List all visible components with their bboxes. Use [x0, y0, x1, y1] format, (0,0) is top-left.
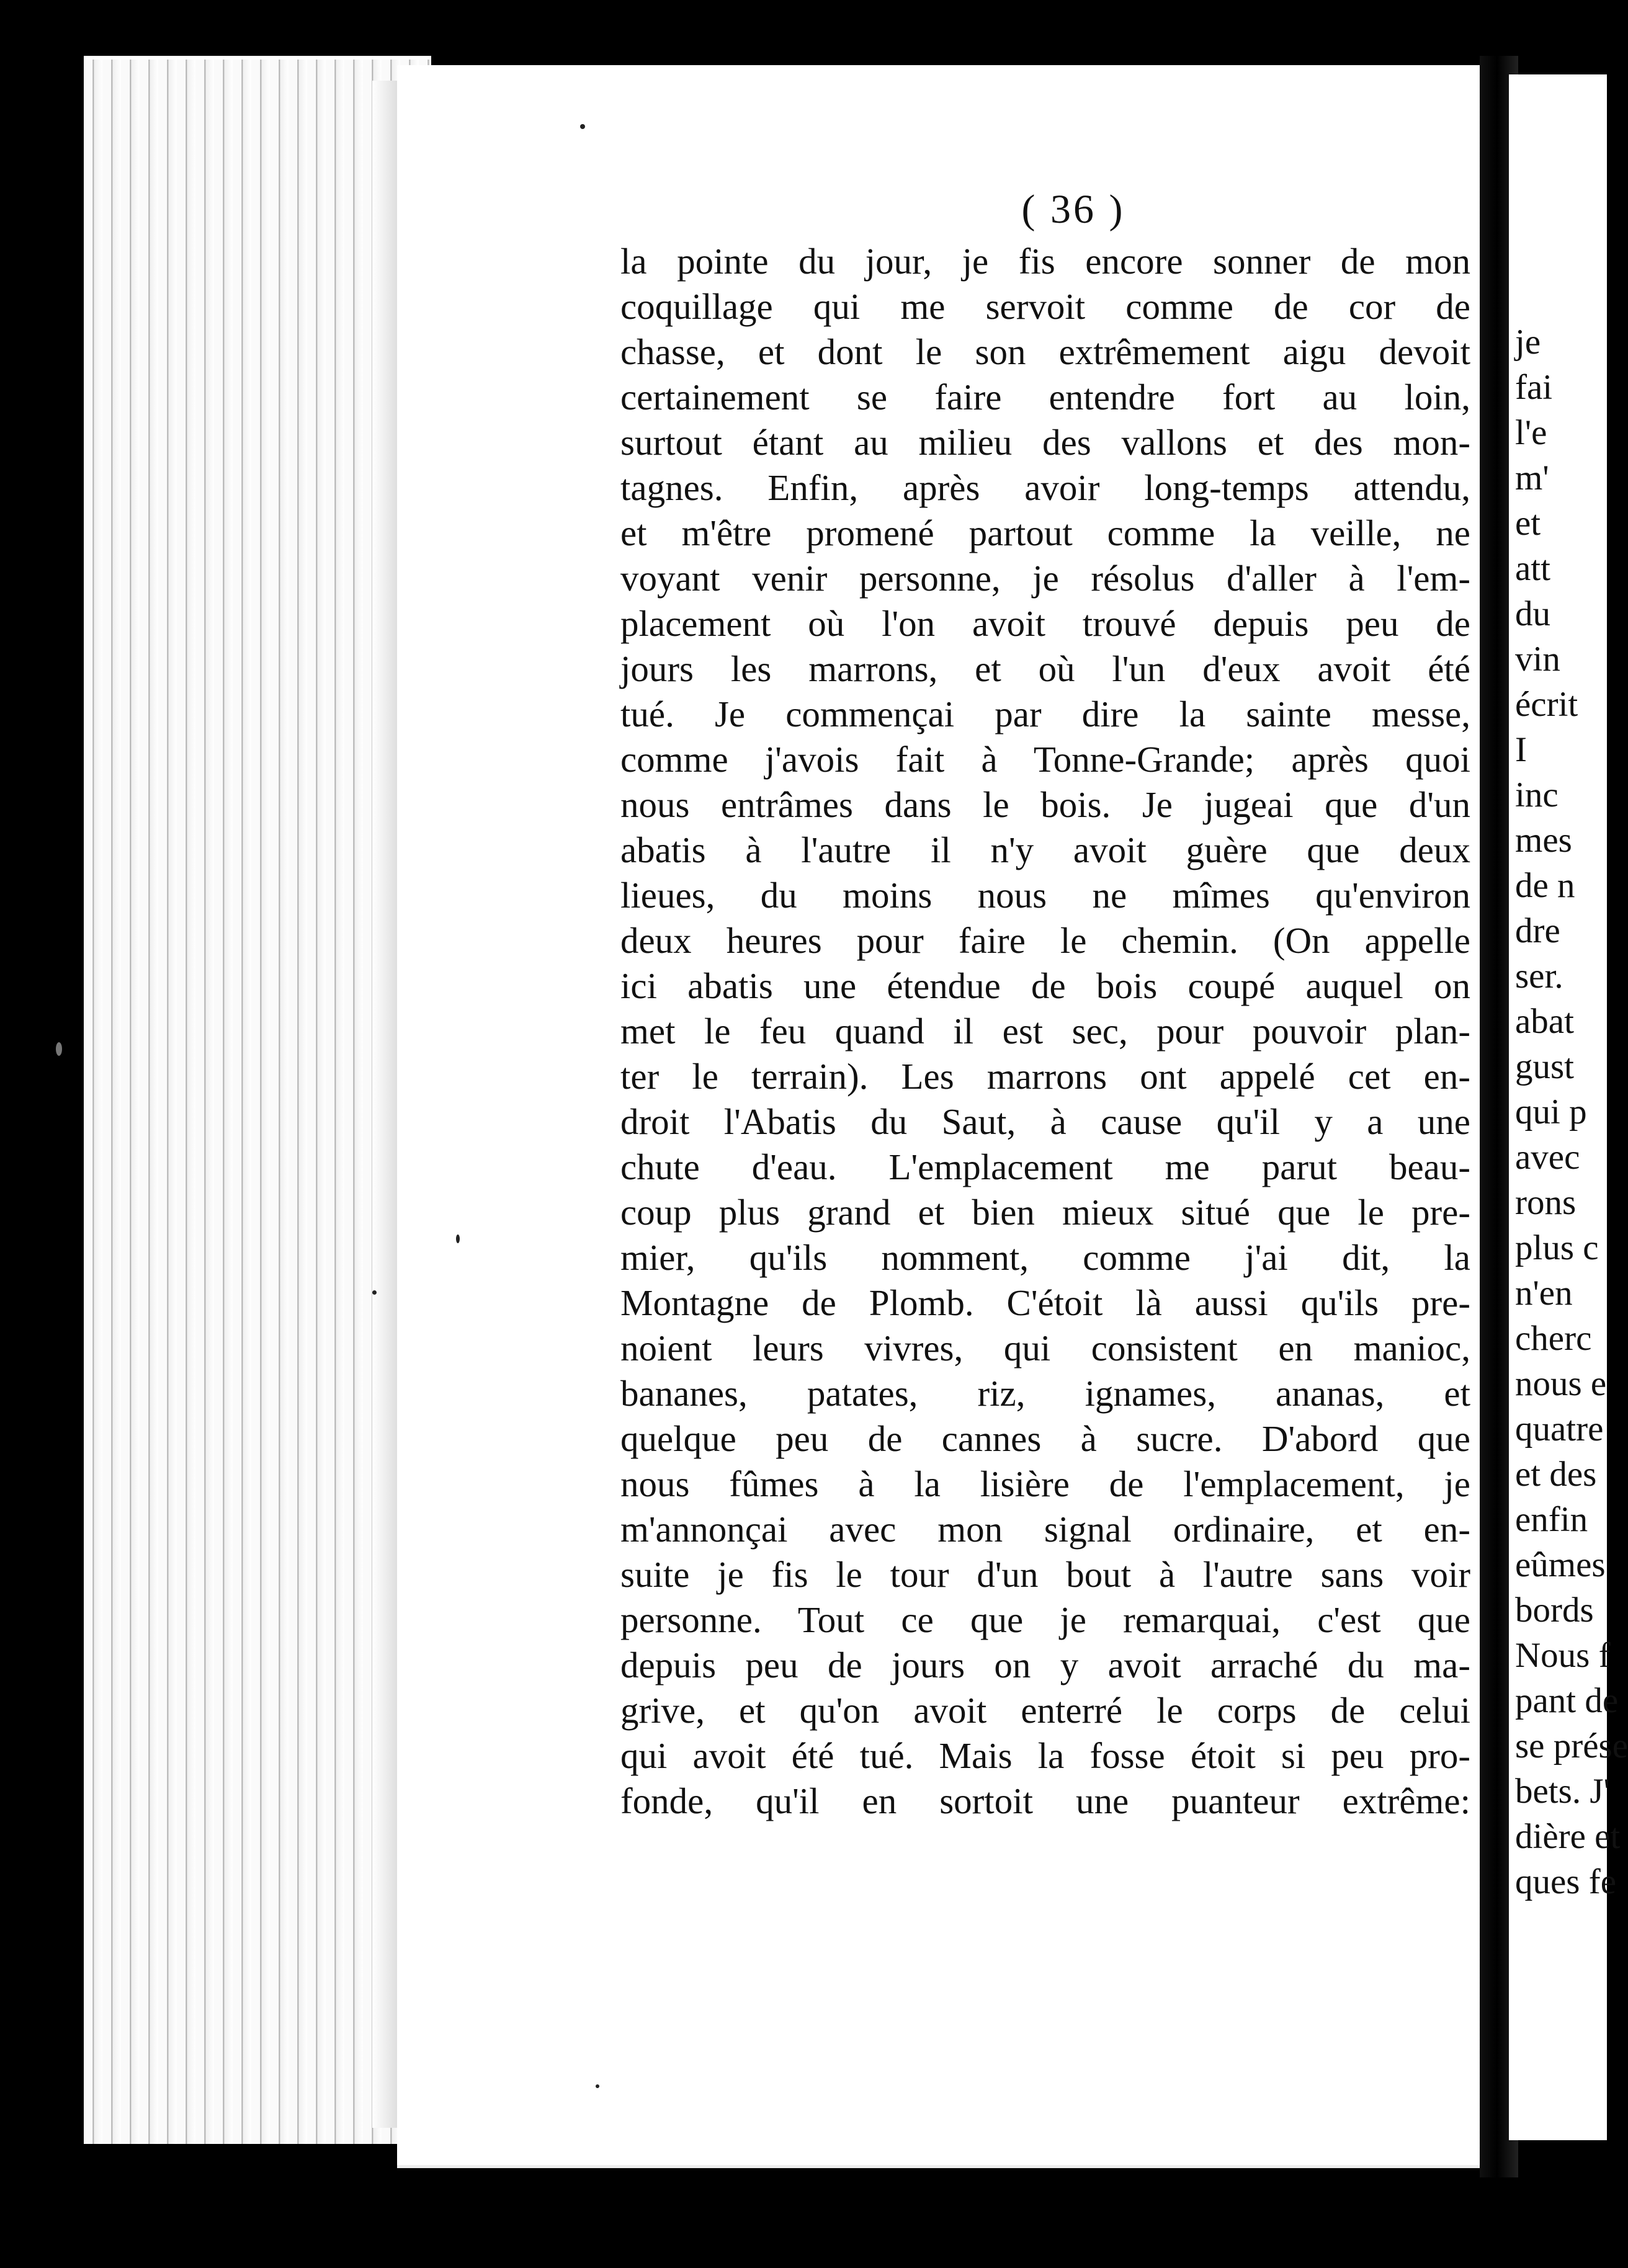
facing-text-line: I — [1515, 730, 1527, 769]
facing-text-line: n'en — [1515, 1274, 1573, 1313]
text-line: coquillage qui me servoit comme de cor de — [620, 286, 1470, 327]
facing-text-line: bords — [1515, 1591, 1594, 1630]
text-line: placement où l'on avoit trouvé depuis peu de — [620, 603, 1470, 644]
facing-text-line: et — [1515, 504, 1541, 543]
text-line: coup plus grand et bien mieux situé que le pre- — [620, 1192, 1470, 1233]
page-body-text — [620, 239, 1470, 1824]
facing-text-line: ser. — [1515, 957, 1563, 996]
facing-text-line: se prése — [1515, 1726, 1628, 1766]
text-line: surtout étant au milieu des vallons et des mon- — [620, 422, 1470, 463]
ink-speck — [580, 124, 585, 129]
text-line: personne. Tout ce que je remarquai, c'est que — [620, 1599, 1470, 1640]
text-line: chasse, et dont le son extrêmement aigu devoit — [620, 331, 1470, 372]
text-line: met le feu quand il est sec, pour pouvoir plan- — [620, 1011, 1470, 1051]
facing-text-line: fai — [1515, 368, 1553, 407]
text-line: quelque peu de cannes à sucre. D'abord que — [620, 1418, 1470, 1459]
text-line: chute d'eau. L'emplacement me parut beau- — [620, 1146, 1470, 1187]
text-line: noient leurs vivres, qui consistent en manioc, — [620, 1328, 1470, 1368]
text-line: suite je fis le tour d'un bout à l'autre sans voir — [620, 1554, 1470, 1595]
facing-text-line: plus c — [1515, 1228, 1599, 1267]
facing-text-line: abat — [1515, 1002, 1574, 1041]
facing-text-line: je — [1515, 323, 1541, 362]
text-line: mier, qu'ils nomment, comme j'ai dit, la — [620, 1237, 1470, 1278]
text-line: nous entrâmes dans le bois. Je jugeai que d'un — [620, 784, 1470, 825]
facing-text-line: dière et — [1515, 1817, 1621, 1856]
facing-text-line: dre — [1515, 911, 1560, 950]
text-line: Montagne de Plomb. C'étoit là aussi qu'ils pre- — [620, 1282, 1470, 1323]
facing-text-line: nous e — [1515, 1364, 1607, 1403]
facing-text-line: écrit — [1515, 685, 1578, 724]
text-line: voyant venir personne, je résolus d'aller à l'em- — [620, 558, 1470, 599]
ink-speck — [596, 2084, 599, 2088]
text-line: m'annonçai avec mon signal ordinaire, et en- — [620, 1509, 1470, 1550]
text-line: qui avoit été tué. Mais la fosse étoit si peu pro- — [620, 1735, 1470, 1776]
text-line: tué. Je commençai par dire la sainte messe, — [620, 694, 1470, 734]
text-line: deux heures pour faire le chemin. (On appelle — [620, 920, 1470, 961]
facing-text-line: vin — [1515, 640, 1560, 679]
facing-text-line: l'e — [1515, 413, 1547, 452]
facing-text-line: gust — [1515, 1047, 1575, 1086]
facing-text-line: rons — [1515, 1183, 1577, 1222]
text-line: depuis peu de jours on y avoit arraché du ma- — [620, 1645, 1470, 1685]
facing-text-line: m' — [1515, 458, 1549, 498]
facing-page — [1509, 74, 1628, 2140]
facing-text-line: avec — [1515, 1138, 1580, 1177]
text-line: fonde, qu'il en sortoit une puanteur extrême: — [620, 1780, 1470, 1821]
ink-speck — [372, 1290, 377, 1295]
text-line: lieues, du moins nous ne mîmes qu'environ — [620, 875, 1470, 916]
text-line: tagnes. Enfin, après avoir long-temps attendu, — [620, 467, 1470, 508]
text-line: bananes, patates, riz, ignames, ananas, et — [620, 1373, 1470, 1414]
facing-text-line: Nous f — [1515, 1636, 1611, 1675]
text-line: la pointe du jour, je fis encore sonner de mon — [620, 241, 1470, 282]
text-line: abatis à l'autre il n'y avoit guère que deux — [620, 829, 1470, 870]
facing-text-line: enfin — [1515, 1500, 1588, 1539]
text-line: grive, et qu'on avoit enterré le corps de celui — [620, 1690, 1470, 1731]
facing-page-text — [1515, 319, 1628, 1904]
facing-text-line: et des — [1515, 1455, 1597, 1494]
facing-text-line: att — [1515, 549, 1550, 588]
text-line: droit l'Abatis du Saut, à cause qu'il y a une — [620, 1101, 1470, 1142]
text-line: ici abatis une étendue de bois coupé auquel on — [620, 965, 1470, 1006]
text-line: et m'être promené partout comme la veille, ne — [620, 512, 1470, 553]
text-line: nous fûmes à la lisière de l'emplacement, je — [620, 1463, 1470, 1504]
facing-text-line: eûmes — [1515, 1545, 1606, 1584]
page-number: ( 36 ) — [1021, 187, 1125, 232]
text-line: ter le terrain). Les marrons ont appelé cet en- — [620, 1056, 1470, 1097]
facing-text-line: bets. J' — [1515, 1772, 1610, 1811]
facing-text-line: du — [1515, 594, 1550, 633]
facing-text-line: qui p — [1515, 1092, 1587, 1132]
facing-text-line: cherc — [1515, 1319, 1592, 1358]
facing-text-line: ques fe — [1515, 1862, 1617, 1901]
facing-text-line: inc — [1515, 775, 1559, 815]
text-line: certainement se faire entendre fort au loin, — [620, 377, 1470, 417]
ink-speck — [456, 1234, 460, 1243]
text-line: jours les marrons, et où l'un d'eux avoit été — [620, 648, 1470, 689]
facing-text-line: quatre — [1515, 1409, 1604, 1449]
facing-text-line: de n — [1515, 866, 1575, 905]
text-line: comme j'avois fait à Tonne-Grande; après quoi — [620, 739, 1470, 780]
facing-text-line: mes — [1515, 821, 1572, 860]
facing-text-line: pant de — [1515, 1681, 1619, 1720]
ink-speck — [56, 1042, 62, 1056]
